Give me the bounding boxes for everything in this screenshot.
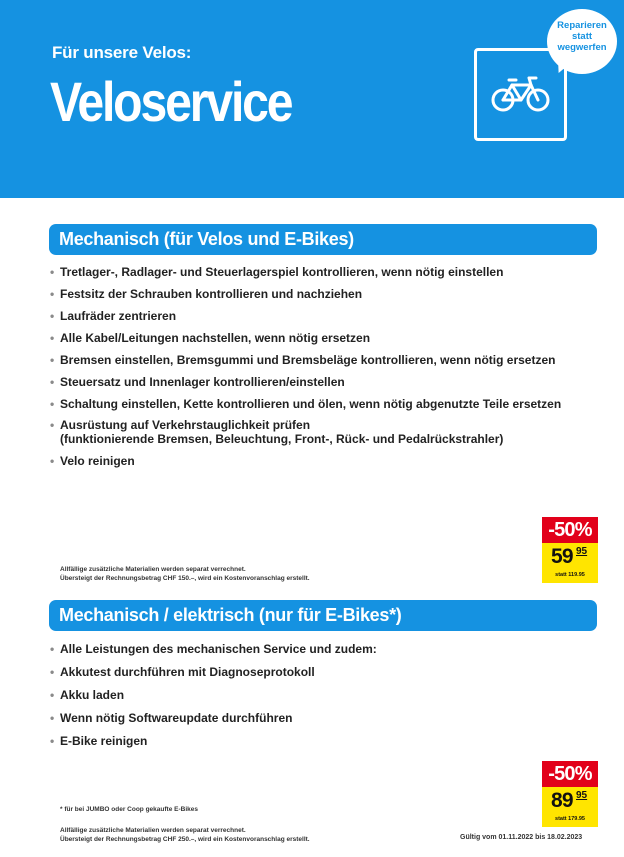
section-heading-mechanical [49, 224, 597, 255]
list-item-sub: (funktionierende Bremsen, Beleuchtung, Front-, Rück- und Pedalrückstrahler) [60, 432, 504, 446]
list-item: • E-Bike reinigen [50, 734, 377, 748]
list-item: • Tretlager-, Radlager- und Steuerlagerspiel kontrollieren, wenn nötig einstellen [50, 265, 561, 279]
note-line: Übersteigt der Rechnungsbetrag CHF 150.–, wird ein Kostenvoranschlag erstellt. [60, 575, 310, 582]
footnote-text: * für bei JUMBO oder Coop gekaufte E-Bikes [60, 806, 198, 813]
price-tag-electrical [542, 761, 598, 827]
ebike-footnote [60, 805, 198, 814]
section-heading-electrical [49, 600, 597, 631]
bicycle-icon-frame [474, 48, 567, 141]
list-item: • Steuersatz und Innenlager kontrollieren/einstellen [50, 375, 561, 389]
note-line: Allfällige zusätzliche Materialien werden separat verrechnet. [60, 827, 246, 834]
speech-bubble-text [547, 20, 617, 53]
bubble-line: Reparieren [557, 20, 607, 31]
bicycle-icon [491, 75, 551, 113]
list-item-continuation [50, 432, 561, 446]
list-item: • Schaltung einstellen, Kette kontrollieren und ölen, wenn nötig abgenutzte Teile ersetzen [50, 397, 561, 411]
section-title: Mechanisch (für Velos und E-Bikes) [59, 229, 354, 249]
old-price: statt 119.95 [555, 572, 585, 578]
price-box [542, 787, 598, 827]
price-main: 89 [551, 789, 573, 812]
list-item: • Festsitz der Schrauben kontrollieren und nachziehen [50, 287, 561, 301]
old-price: statt 179.95 [555, 816, 585, 822]
section-title: Mechanisch / elektrisch (nur für E-Bikes*) [59, 605, 402, 625]
list-item: • Laufräder zentrieren [50, 309, 561, 323]
service-list-electrical [50, 642, 377, 748]
list-item: • Akkutest durchführen mit Diagnoseprotokoll [50, 665, 377, 679]
bubble-line: statt [571, 31, 593, 42]
bubble-line: wegwerfen [557, 42, 607, 53]
service-list-mechanical [50, 265, 561, 468]
list-item: • Velo reinigen [50, 454, 561, 468]
price-box [542, 543, 598, 583]
note-line: Übersteigt der Rechnungsbetrag CHF 250.–, wird ein Kostenvoranschlag erstellt. [60, 836, 310, 843]
list-item: • Alle Leistungen des mechanischen Service und zudem: [50, 642, 377, 656]
price-main: 59 [551, 545, 573, 568]
price-cents: 95 [576, 790, 588, 801]
header-subtitle: Für unsere Velos: [52, 43, 192, 62]
list-item: • Wenn nötig Softwareupdate durchführen [50, 711, 377, 725]
materials-note [60, 826, 310, 844]
page-title: Veloservice [50, 70, 292, 133]
list-item: • Ausrüstung auf Verkehrstauglichkeit prüfen [50, 418, 561, 432]
price-cents: 95 [576, 546, 588, 557]
validity-date: Gültig vom 01.11.2022 bis 18.02.2023 [460, 834, 583, 841]
list-item: • Alle Kabel/Leitungen nachstellen, wenn nötig ersetzen [50, 331, 561, 345]
price-tag-mechanical [542, 517, 598, 583]
list-item: • Bremsen einstellen, Bremsgummi und Bremsbeläge kontrollieren, wenn nötig ersetzen [50, 353, 561, 367]
discount-badge: -50% [542, 517, 598, 543]
header-banner [0, 0, 624, 198]
list-item: • Akku laden [50, 688, 377, 702]
materials-note [60, 565, 310, 583]
discount-badge: -50% [542, 761, 598, 787]
note-line: Allfällige zusätzliche Materialien werden separat verrechnet. [60, 566, 246, 573]
